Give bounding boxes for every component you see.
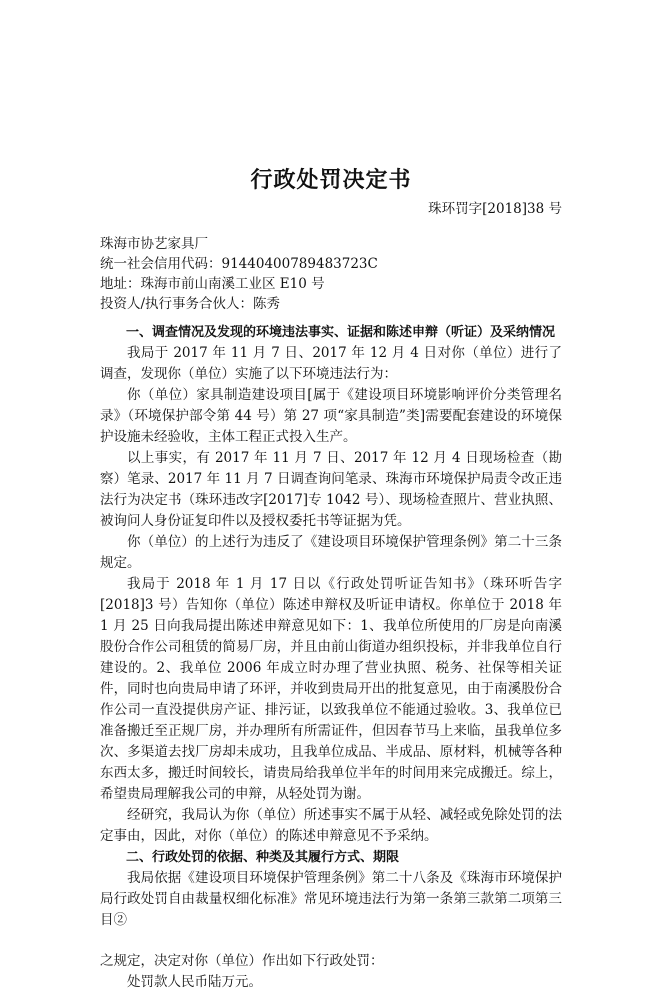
addressee-block: [100, 234, 570, 314]
section-1-paragraph-6: 经研究，我局认为你（单位）所述事实不属于从轻、减轻或免除处罚的法定事由，因此，对你（单位）的陈述申辩意见不予采纳。: [100, 807, 562, 844]
section-2-heading: 二、行政处罚的依据、种类及其履行方式、期限: [126, 850, 400, 865]
section-1-paragraph-1: 我局于 2017 年 11 月 7 日、2017 年 12 月 4 日对你（单位）进行了调查，发现你（单位）实施了以下环境违法行为：: [100, 345, 562, 382]
document-title: 行政处罚决定书: [250, 168, 412, 193]
section-1-paragraph-5: 我局于 2018 年 1 月 17 日以《行政处罚听证告知书》（珠环听告字[2018]3 号）告知你（单位）陈述申辩权及听证申请权。你单位于 2018 年 1 月 25 日向我局提出陈述申辩意见如下：1、我单位所使用的厂房是向南溪股份合作公司租赁的简易厂房，并且由前山街道办组织投标，并非我单位自行建设的。2、我单位 2006 年成立时办理了营业执照、税务、社保等相关证件，同时也向贵局申请了环评，并收到贵局开出的批复意见，由于南溪股份合作公司一直没提供房产证、排污证，以致我单位不能通过验收。3、我单位已准备搬迁至正规厂房，并办理所有所需证件，但因春节马上来临，虽我单位多次、多渠道去找厂房却未成功，且我单位成品、半成品、原材料，机械等各种东西太多，搬迁时间较长，请贵局给我单位半年的时间用来完成搬迁。综上，希望贵局理解我公司的申辩，从轻处罚为谢。: [100, 576, 562, 802]
document-number: 珠环罚字[2018]38 号: [428, 201, 562, 217]
section-2-paragraph-2: 之规定，决定对你（单位）作出如下行政处罚：: [100, 953, 384, 969]
section-1-paragraph-2: 你（单位）家具制造建设项目[属于《建设项目环境影响评价分类管理名录》（环境保护部令第 44 号）第 27 项“家具制造”类]需要配套建设的环境保护设施未经验收，主体工程正式投入生产。: [100, 387, 562, 445]
addressee-name: 珠海市协艺家具厂: [100, 236, 208, 252]
document-body: [100, 322, 562, 993]
section-1-paragraph-4: 你（单位）的上述行为违反了《建设项目环境保护管理条例》第二十三条规定。: [100, 534, 562, 571]
section-1-paragraph-3: 以上事实，有 2017 年 11 月 7 日、2017 年 12 月 4 日现场检查（勘察）笔录、2017 年 11 月 7 日调查询问笔录、珠海市环境保护局责令改正违法行为决定书（珠环违改字[2017]专 1042 号）、现场检查照片、营业执照、被询问人身份证复印件以及授权委托书等证据为凭。: [100, 450, 562, 529]
section-2-paragraph-1: 我局依据《建设项目环境保护管理条例》第二十八条及《珠海市环境保护局行政处罚自由裁量权细化标准》常见环境违法行为第一条第三款第二项第三目②: [100, 870, 562, 928]
page-break-gap: [100, 931, 562, 951]
section-2-paragraph-3: 处罚款人民币陆万元。: [127, 974, 262, 990]
addressee-credit-code: 统一社会信用代码：91440400789483723C: [100, 256, 378, 272]
addressee-address: 地址：珠海市前山南溪工业区 E10 号: [100, 276, 325, 292]
section-1-heading: 一、调查情况及发现的环境违法事实、证据和陈述申辩（听证）及采纳情况: [126, 325, 556, 340]
addressee-investor: 投资人/执行事务合伙人：陈秀: [100, 296, 281, 312]
